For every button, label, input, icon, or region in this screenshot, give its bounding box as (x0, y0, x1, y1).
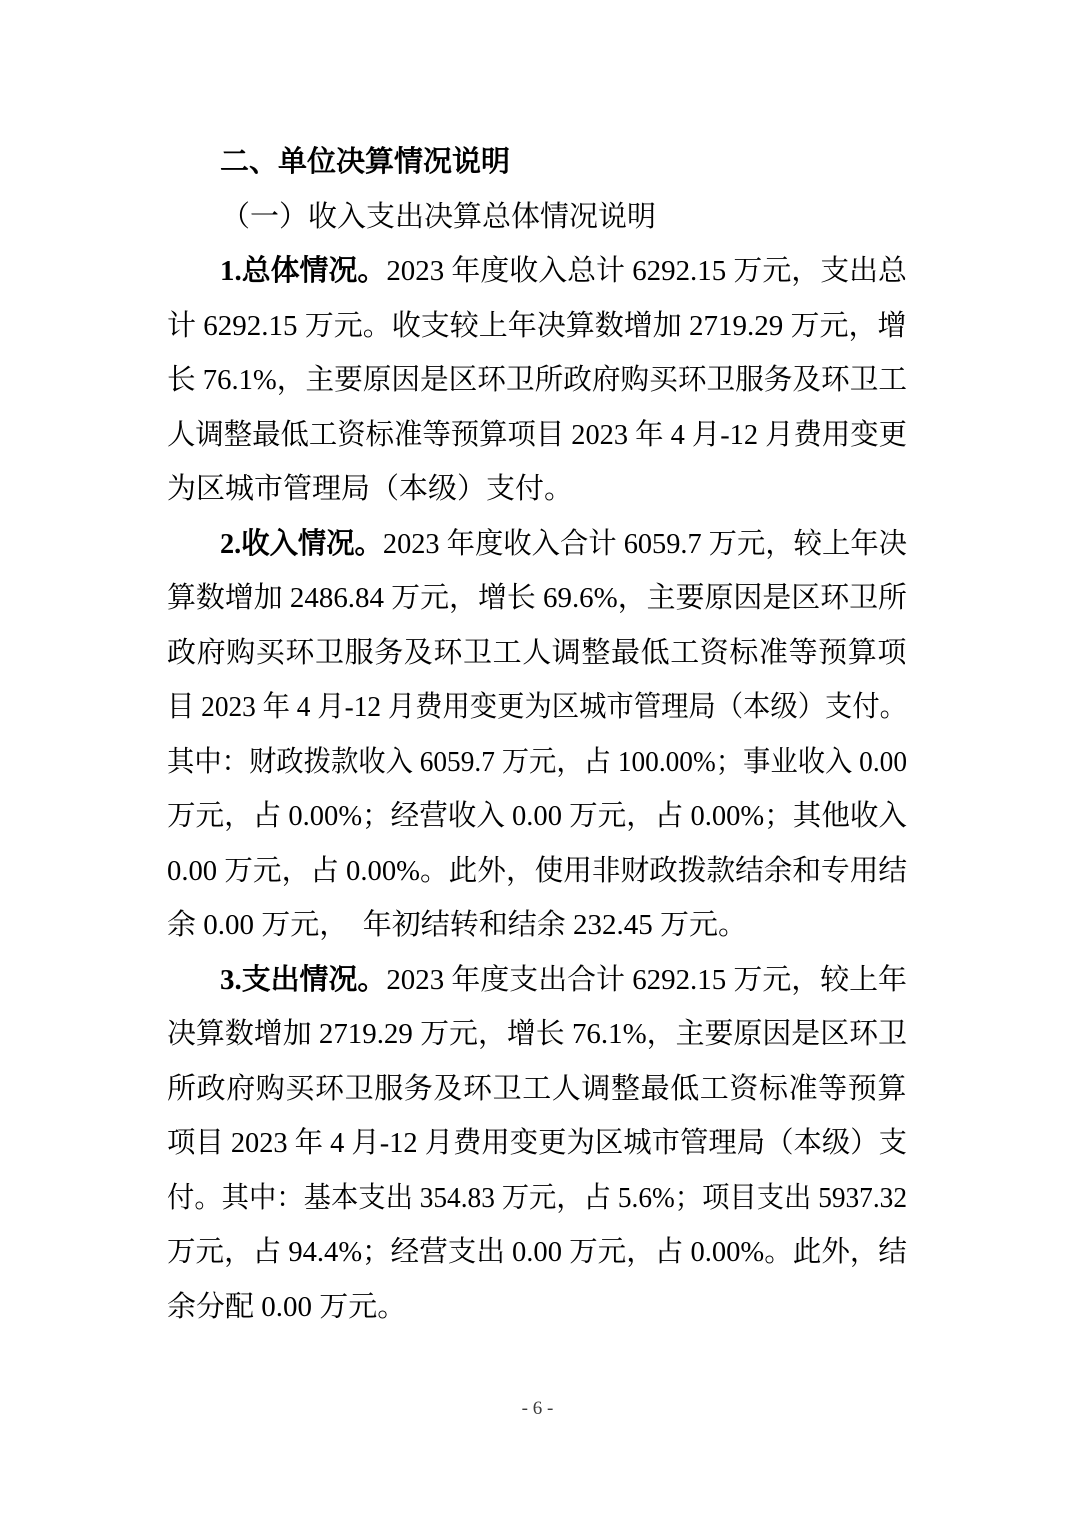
text-line-expenditure-situation: 万元，占 94.4%；经营支出 0.00 万元，占 0.00%。此外，结 (167, 1236, 907, 1268)
section-heading: 二、单位决算情况说明 (220, 146, 511, 178)
text-line-income-situation: 2.收入情况。2023 年度收入合计 6059.7 万元，较上年决 (220, 527, 908, 560)
text-line-overall-situation: 为区城市管理局（本级）支付。 (167, 473, 574, 505)
text-line-income-situation: 算数增加 2486.84 万元，增长 69.6%，主要原因是区环卫所 (167, 582, 907, 614)
subsection-heading: （一）收入支出决算总体情况说明 (221, 200, 657, 233)
text-line-income-situation: 余 0.00 万元， 年初结转和结余 232.45 万元。 (167, 909, 748, 941)
paragraph-lead: 2.收入情况。 (220, 527, 383, 560)
text-line-expenditure-situation: 余分配 0.00 万元。 (167, 1290, 407, 1323)
text-line-income-situation: 政府购买环卫服务及环卫工人调整最低工资标准等预算项 (167, 636, 907, 669)
text-line-overall-situation: 长 76.1%，主要原因是区环卫所政府购买环卫服务及环卫工 (167, 364, 907, 396)
paragraph-list (167, 244, 907, 1334)
text-line-expenditure-situation: 所政府购买环卫服务及环卫工人调整最低工资标准等预算 (167, 1072, 907, 1105)
document-body (167, 135, 907, 1334)
text-line-expenditure-situation: 3.支出情况。2023 年度支出合计 6292.15 万元，较上年 (220, 963, 907, 996)
text-line-income-situation: 万元，占 0.00%；经营收入 0.00 万元，占 0.00%；其他收入 (167, 800, 907, 832)
text-line-income-situation: 其中：财政拨款收入 6059.7 万元，占 100.00%；事业收入 0.00 (167, 745, 907, 778)
text-line-expenditure-situation: 决算数增加 2719.29 万元，增长 76.1%，主要原因是区环卫 (167, 1018, 907, 1050)
page-number: - 6 - (521, 1398, 554, 1419)
text-line-expenditure-situation: 项目 2023 年 4 月-12 月费用变更为区城市管理局（本级）支 (167, 1127, 907, 1159)
text-line-overall-situation: 人调整最低工资标准等预算项目 2023 年 4 月-12 月费用变更 (167, 418, 907, 451)
text-line-overall-situation: 1.总体情况。2023 年度收入总计 6292.15 万元，支出总 (220, 255, 907, 287)
paragraph-lead: 1.总体情况。 (220, 255, 387, 287)
text-line-income-situation: 0.00 万元，占 0.00%。此外，使用非财政拨款结余和专用结 (167, 854, 907, 887)
text-line-income-situation: 目 2023 年 4 月-12 月费用变更为区城市管理局（本级）支付。 (167, 691, 907, 723)
paragraph-lead: 3.支出情况。 (220, 963, 387, 996)
text-line-overall-situation: 计 6292.15 万元。收支较上年决算数增加 2719.29 万元，增 (167, 309, 907, 342)
text-line-expenditure-situation: 付。其中：基本支出 354.83 万元，占 5.6%；项目支出 5937.32 (167, 1181, 907, 1214)
